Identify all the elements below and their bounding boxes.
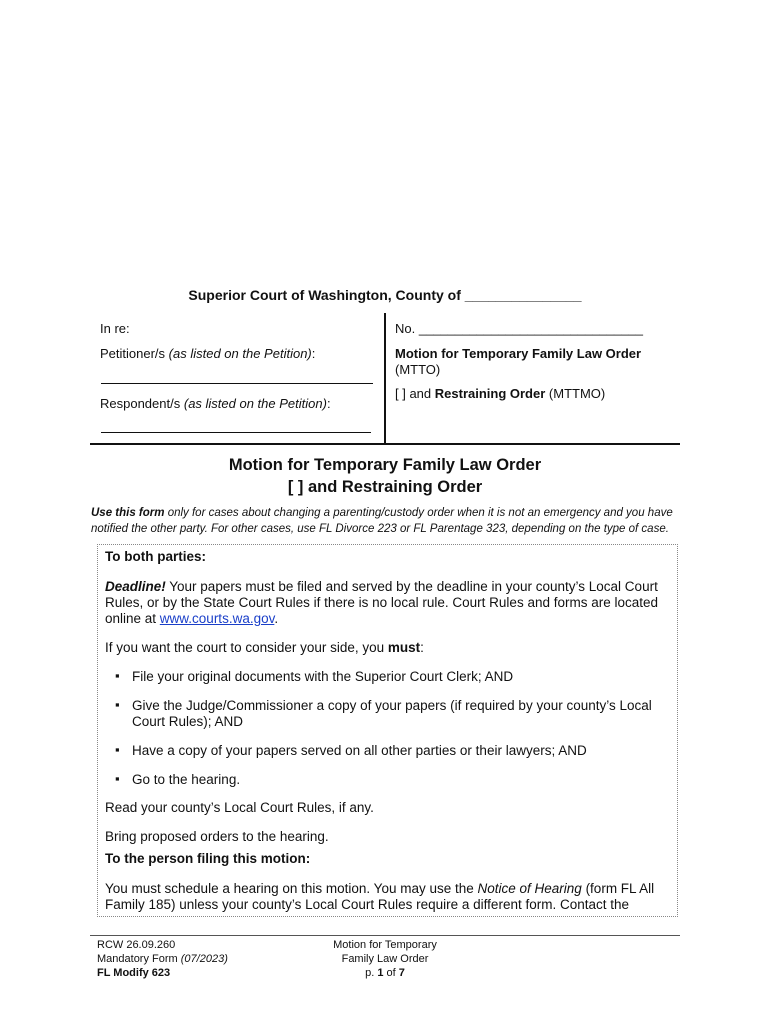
in-re-label: In re: (100, 321, 130, 336)
footer-mandatory-text: Mandatory Form (97, 953, 178, 965)
instructions-box (97, 544, 678, 917)
case-number: No. _______________________________ (395, 321, 643, 336)
doc-title-caption (395, 346, 675, 378)
footer-page-number (310, 966, 460, 980)
caption-vertical-divider (384, 313, 386, 444)
court-title: Superior Court of Washington, County of _______________ (188, 287, 582, 303)
use-form-note (91, 505, 691, 537)
restraining-bold: Restraining Order (434, 386, 546, 401)
main-title-line1: Motion for Temporary Family Law Order (228, 456, 542, 474)
page-of: of (386, 967, 396, 979)
petitioner-label (100, 346, 315, 361)
page-total: 7 (398, 967, 405, 979)
restraining-checkbox[interactable]: [ ] and (395, 386, 432, 401)
list-item: ▪ File your original documents with the Superior Court Clerk; AND (132, 669, 670, 685)
list-item: ▪ Give the Judge/Commissioner a copy of your papers (if required by your county’s Local Court Rules); AND (132, 698, 670, 730)
notice-of-hearing: Notice of Hearing (477, 881, 582, 896)
deadline-text: Your papers must be filed and served by the deadline in your county’s Local Court Rules, or by the State Court Rules if there is no local rule. Court Rules and forms are located online at (105, 579, 659, 626)
doc-title-bold: Motion for Temporary Family Law Order (395, 346, 642, 361)
deadline-label: Deadline! (105, 579, 166, 594)
footer-left (97, 938, 228, 980)
consider-end: : (420, 640, 424, 655)
footer-doc-line1: Motion for Temporary (333, 939, 437, 951)
main-title-line2: [ ] and Restraining Order (287, 478, 483, 496)
must-text: must (387, 640, 421, 655)
footer-mandatory (97, 952, 228, 966)
use-form-rest: only for cases about changing a parenting/custody order when it is not an emergency and you have notified the other party. For other cases, use FL Divorce 223 or FL Parentage 323, depending on the type of case. (91, 507, 673, 535)
doc-title-code: (MTTO) (395, 362, 441, 377)
schedule-paragraph (105, 881, 670, 913)
deadline-paragraph (105, 579, 670, 627)
page-prefix: p. (365, 967, 375, 979)
schedule-text-2: (form FL All Family 185) unless your county’s Local Court Rules require a different form. Contact the (105, 881, 655, 912)
page-num: 1 (377, 967, 384, 979)
respondent-label-text: Respondent/s (100, 396, 181, 411)
list-item: ▪ Have a copy of your papers served on all other parties or their lawyers; AND (132, 743, 670, 759)
respondent-label (100, 396, 331, 411)
read-rules-text: Read your county’s Local Court Rules, if any. (105, 800, 374, 815)
footer-rcw: RCW 26.09.260 (97, 939, 176, 951)
consider-text: If you want the court to consider your side, you (105, 640, 388, 655)
petitioner-note: (as listed on the Petition) (168, 346, 312, 361)
list-item: ▪ Go to the hearing. (132, 772, 670, 788)
respondent-name-line[interactable] (101, 432, 371, 433)
caption-bottom-rule (90, 443, 680, 445)
restraining-option (395, 386, 605, 401)
footer-center (310, 938, 460, 980)
respondent-note: (as listed on the Petition) (183, 396, 327, 411)
use-form-bold: Use this form (91, 507, 165, 519)
footer-rule (90, 935, 680, 936)
footer-doc-line2: Family Law Order (341, 953, 429, 965)
courts-link[interactable]: www.courts.wa.gov (159, 611, 275, 626)
bring-orders-text: Bring proposed orders to the hearing. (105, 829, 329, 844)
footer-date: (07/2023) (180, 953, 228, 965)
petitioner-label-text: Petitioner/s (100, 346, 166, 361)
both-parties-heading: To both parties: (105, 549, 206, 564)
footer-form-id: FL Modify 623 (97, 967, 171, 979)
schedule-text-1: You must schedule a hearing on this motion. You may use the (105, 881, 478, 896)
respondent-colon: : (326, 396, 331, 411)
consider-paragraph (105, 640, 670, 656)
petitioner-colon: : (311, 346, 316, 361)
petitioner-name-line[interactable] (101, 383, 373, 384)
deadline-period: . (274, 611, 279, 626)
requirements-list (105, 669, 670, 788)
restraining-code: (MTTMO) (548, 386, 606, 401)
person-filing-heading: To the person filing this motion: (105, 851, 311, 866)
